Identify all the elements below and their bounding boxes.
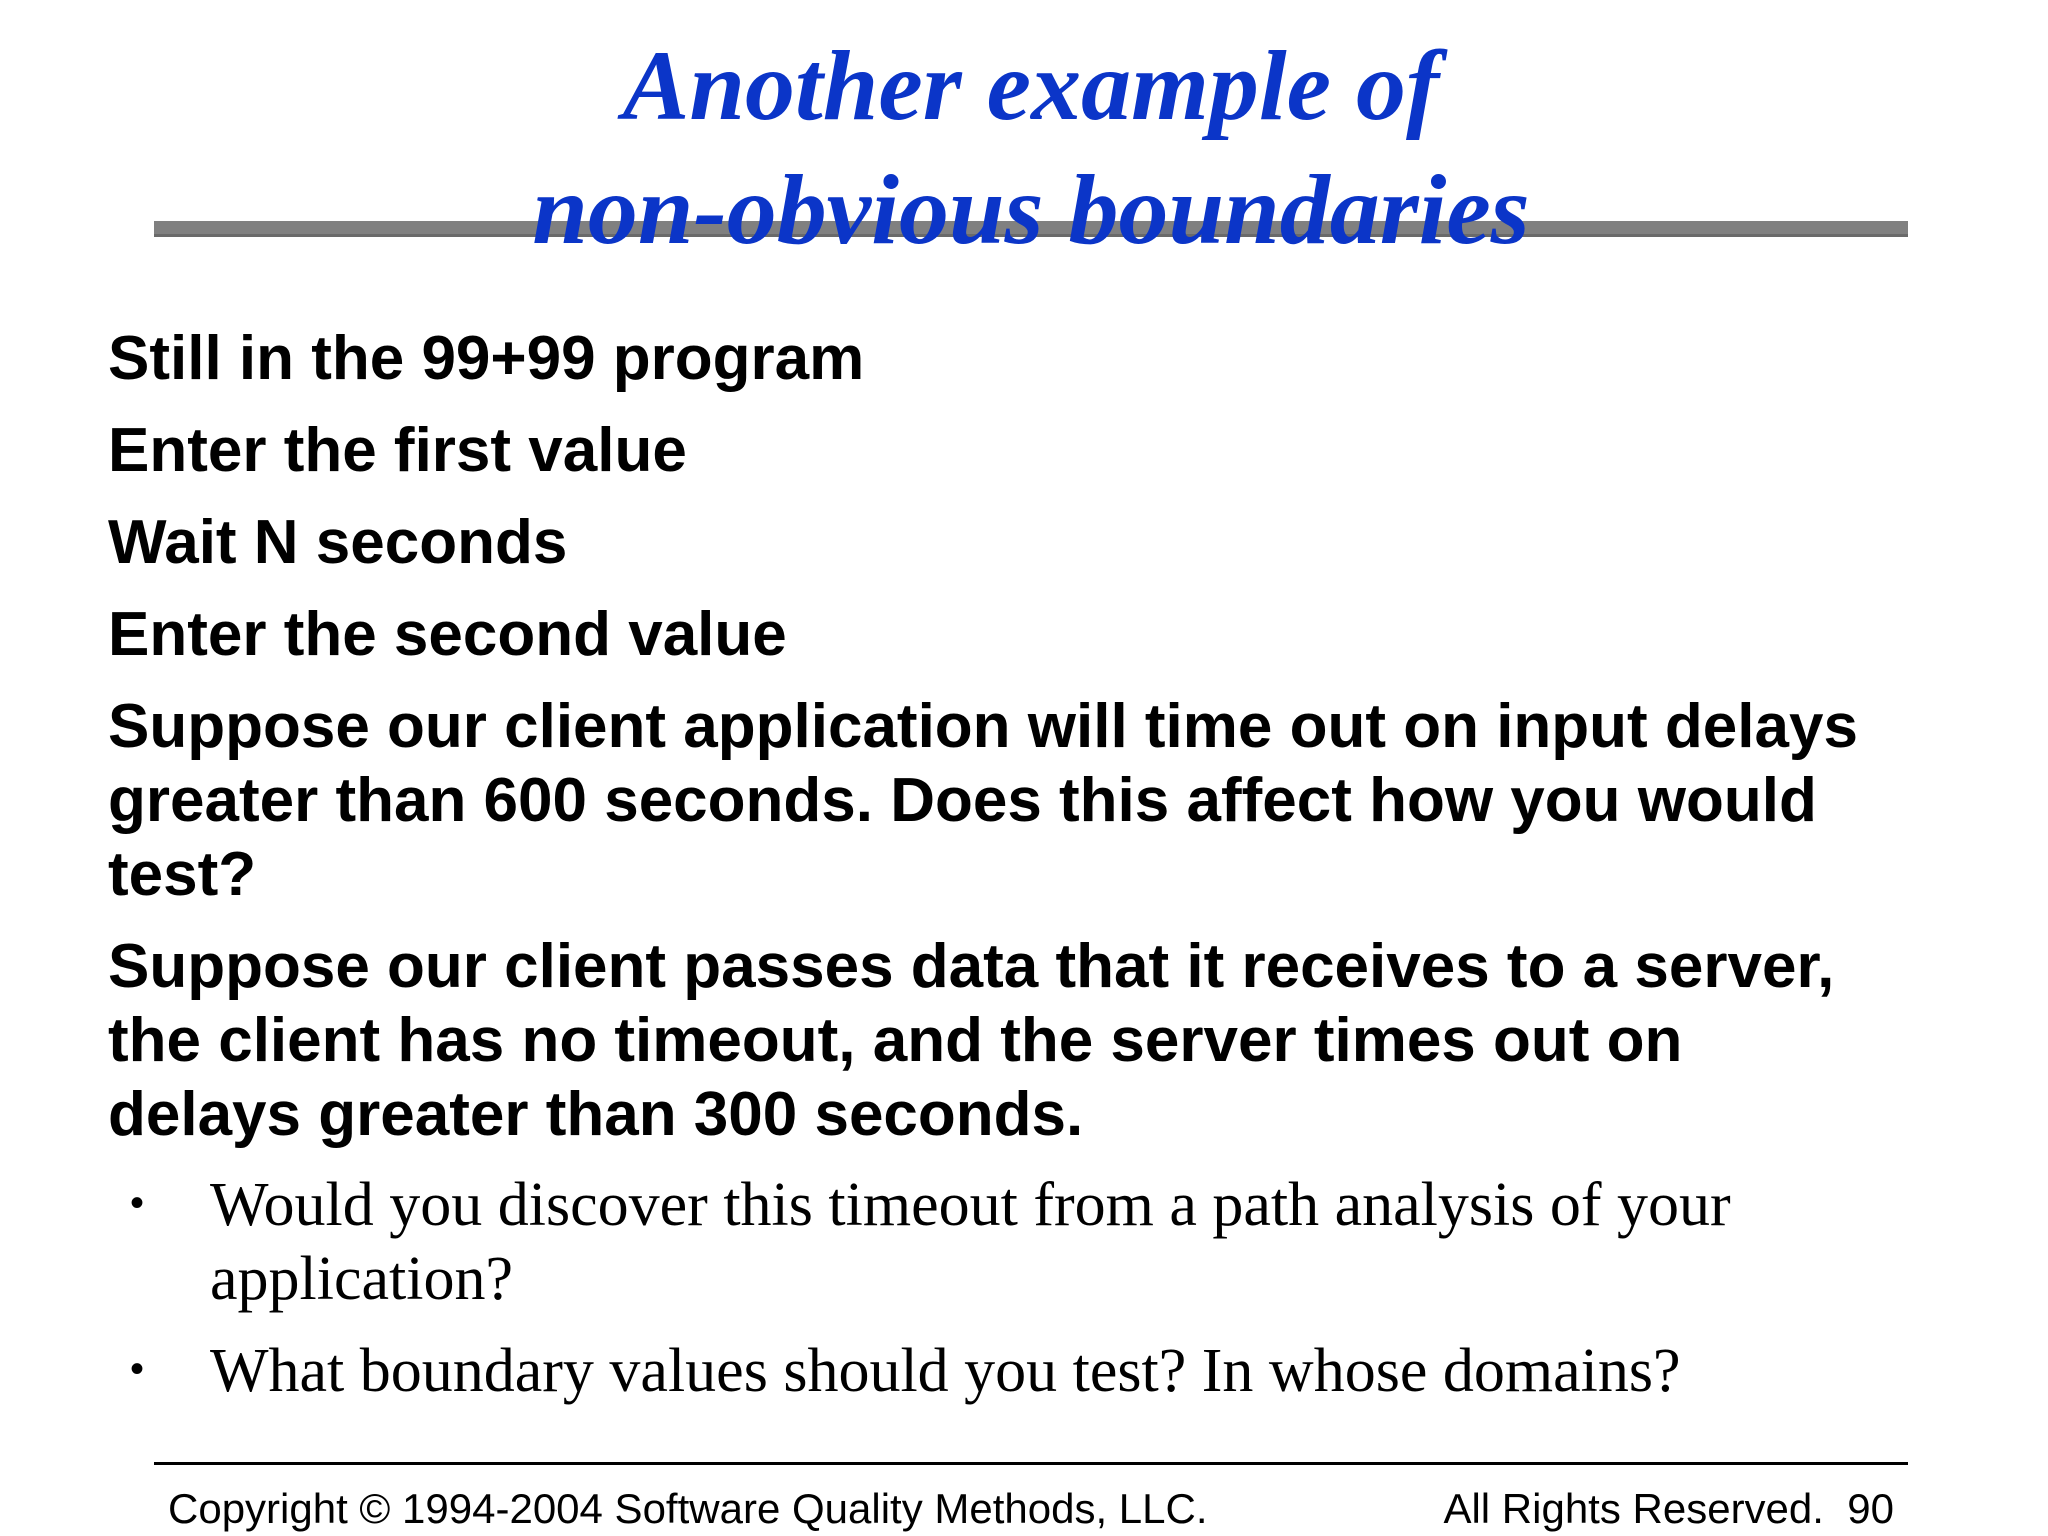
sub-point-text: Would you discover this timeout from a path analysis of your application? bbox=[210, 1171, 1731, 1313]
footer-right bbox=[1443, 1484, 1894, 1534]
sub-points bbox=[130, 1168, 1930, 1426]
point-item: Enter the first value bbox=[108, 416, 687, 485]
point-item: Enter the second value bbox=[108, 600, 787, 669]
sub-point-text: What boundary values should you test? In whose domains? bbox=[210, 1337, 1681, 1405]
bullet-icon: • bbox=[130, 1181, 145, 1225]
point-item: Wait N seconds bbox=[108, 508, 568, 577]
point-item: Suppose our client application will time out on input delays greater than 600 seconds. Does this affect how you would test? bbox=[108, 692, 1858, 909]
title-line-2: non-obvious boundaries bbox=[532, 154, 1530, 265]
slide-title bbox=[154, 24, 1908, 272]
point-item: Still in the 99+99 program bbox=[108, 324, 865, 393]
main-points bbox=[108, 322, 1928, 1170]
sub-point-item bbox=[130, 1334, 1930, 1408]
point-item: Suppose our client passes data that it receives to a server, the client has no timeout, and the server times out on delays greater than 300 seconds. bbox=[108, 932, 1835, 1149]
sub-point-item bbox=[130, 1168, 1930, 1316]
rights-text: All Rights Reserved. bbox=[1443, 1485, 1824, 1532]
page-number: 90 bbox=[1847, 1485, 1894, 1532]
title-line-1: Another example of bbox=[622, 30, 1440, 141]
footer-divider bbox=[154, 1462, 1908, 1465]
bullet-icon: • bbox=[130, 1347, 145, 1391]
copyright-text: Copyright © 1994-2004 Software Quality Methods, LLC. bbox=[168, 1485, 1208, 1532]
